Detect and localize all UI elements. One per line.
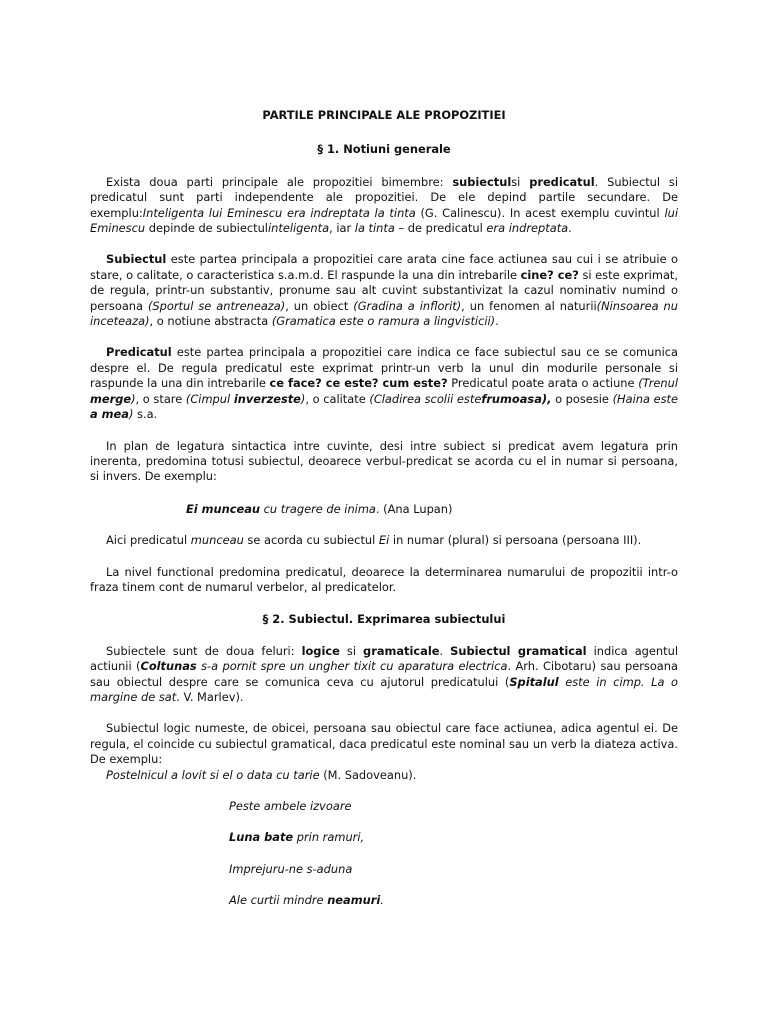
example-bold: Luna bate [229, 830, 294, 845]
example-bold: Spitalul [509, 674, 559, 689]
example: (Cimpul [185, 391, 234, 406]
citation: . (Ana Lupan) [375, 501, 453, 516]
text: depinde de subiectul [145, 221, 268, 236]
example-word: Ei [378, 533, 390, 548]
paragraph-feluri [90, 644, 678, 706]
term-subiectul: subiectul [452, 174, 512, 189]
term-predicatul: predicatul [529, 174, 595, 189]
example-bold: a mea [90, 407, 129, 422]
text: . Subiectul si predicatul sunt parti independente ale propozitiei. De ele depind partile secundare. De exemplu: [90, 174, 678, 220]
example-word: la tinta [354, 221, 395, 236]
verse-text: . [380, 893, 384, 908]
text: s.a. [133, 407, 158, 422]
verse-line-1: Peste ambele izvoare [229, 799, 352, 813]
document-page [90, 108, 678, 909]
example: (Sportul se antreneaza) [147, 298, 286, 313]
example: s-a pornit spre un ungher tixit cu aparatura electrica [196, 659, 508, 674]
text: . V. Marlev). [176, 689, 244, 704]
text: se acorda cu subiectul [243, 533, 379, 548]
example: ) [300, 391, 306, 406]
text: . [568, 221, 572, 236]
example: (Gradina a inflorit) [353, 298, 462, 313]
text: . [439, 643, 451, 658]
example-bold: frumoasa), [481, 391, 552, 406]
example: (Gramatica este o ramura a lingvisticii) [271, 314, 496, 329]
term-subiectul: Subiectul [106, 252, 167, 267]
example: (Ninsoarea nu inceteaza) [90, 298, 678, 329]
text: . [495, 314, 499, 329]
example-bold: neamuri [327, 893, 381, 908]
text: , un obiect [285, 298, 354, 313]
paragraph-acord [90, 533, 678, 548]
example: (Haina este [612, 391, 678, 406]
example-bold: Coltunas [140, 659, 197, 674]
citation: (M. Sadoveanu). [319, 767, 417, 782]
text: si [511, 174, 530, 189]
paragraph-legatura: In plan de legatura sintactica intre cuvinte, desi intre subiect si predicat avem legatura prin inerenta, predomina totusi subiectul, deoarece verbul-predicat se acorda cu el in numar si persoana, si invers. De exemplu: [90, 438, 678, 484]
questions: cine? ce? [520, 267, 579, 282]
term-logice: logice [301, 643, 340, 658]
text: , un fenomen al naturii [461, 298, 597, 313]
text: . Arh. Cibotaru) sau persoana sau obiectul despre care se comunica ceva cu ajutorul predicatului ( [90, 659, 678, 689]
example-quote: Inteligenta lui Eminescu era indreptata la tinta [142, 205, 416, 220]
text: si este exprimat, de regula, printr-un substantiv, pronume sau alt cuvint substantivizat la cazul nominativ numind o persoana [90, 267, 679, 313]
example-bold: Ei munceau [186, 501, 261, 516]
text: o posesie [551, 391, 613, 406]
example: cu tragere de inima [260, 501, 376, 516]
example-word: era indreptata [486, 221, 569, 236]
text: indica agentul actiunii ( [90, 643, 678, 674]
term-subiect-gramatical: Subiectul gramatical [450, 643, 587, 658]
text: si [339, 643, 364, 658]
text: in numar (plural) si persoana (persoana III). [389, 533, 642, 548]
text: este partea principala a propozitiei care arata cine face actiunea sau cui i se atribuie o stare, o calitate, o caracteristica s.a.m.d. El raspunde la una din intrebarile [90, 252, 678, 282]
paragraph-subiectul [90, 252, 678, 329]
example-word: lui Eminescu [90, 205, 678, 236]
paragraph-intro [90, 175, 678, 237]
text: , o calitate [305, 391, 370, 406]
example: (Trenul [638, 376, 678, 391]
text: Aici predicatul [106, 533, 191, 548]
text: este partea principala a propozitiei care indica ce face subiectul sau ce se comunica despre el. De regula predicatul este exprimat printr-un verb la unul din modurile personale si raspunde la una din intrebarile [90, 345, 678, 391]
text: , o stare [135, 391, 186, 406]
example-bold: inverzeste [233, 391, 301, 406]
section-1-heading: § 1. Notiuni generale [317, 142, 451, 157]
example: ) [128, 407, 134, 422]
verse-text: Ale curtii mindre [229, 893, 328, 908]
paragraph-predicatul [90, 345, 678, 422]
verse-line-4 [90, 893, 678, 908]
document-title: PARTILE PRINCIPALE ALE PROPOZITIEI [262, 108, 506, 122]
paragraph-nivel-functional: La nivel functional predomina predicatul, deoarece la determinarea numarului de propozitii intr-o fraza tinem cont de numarul verbelor, al predicatelor. [90, 564, 678, 594]
example: Postelnicul a lovit si el o data cu tarie [106, 767, 320, 782]
paragraph-subiect-logic: Subiectul logic numeste, de obicei, persoana sau obiectul care face actiunea, adica agentul ei. De regula, el coincide cu subiectul gramatical, daca predicatul este nominal sau un verb la diateza activa. De exemplu: [90, 721, 678, 767]
text: , iar [329, 221, 355, 236]
example-sadoveanu [90, 768, 678, 783]
example-bold: merge [90, 391, 132, 406]
example-word: inteligenta [267, 221, 330, 236]
text: (G. Calinescu). In acest exemplu cuvintul [415, 205, 665, 220]
text: Subiectele sunt de doua feluri: [106, 643, 302, 658]
example: este in cimp. La o margine de sat [90, 674, 679, 704]
text: , o notiune abstracta [149, 314, 272, 329]
example-ana-lupan [90, 502, 678, 517]
text: – de predicatul [394, 221, 487, 236]
verse-line-2 [90, 830, 678, 845]
example: (Cladirea scolii este [369, 391, 482, 406]
example: ) [131, 391, 136, 406]
example-word: munceau [190, 533, 244, 548]
term-predicatul: Predicatul [106, 345, 172, 360]
questions: ce face? ce este? cum este? [269, 376, 448, 391]
text: Predicatul poate arata o actiune [447, 376, 639, 391]
section-2-heading: § 2. Subiectul. Exprimarea subiectului [262, 612, 506, 627]
verse-text: prin ramuri, [293, 830, 365, 845]
term-gramaticale: gramaticale [363, 643, 440, 658]
verse-line-3: Imprejuru-ne s-aduna [229, 861, 353, 876]
text: Exista doua parti principale ale propozitiei bimembre: [106, 174, 453, 189]
